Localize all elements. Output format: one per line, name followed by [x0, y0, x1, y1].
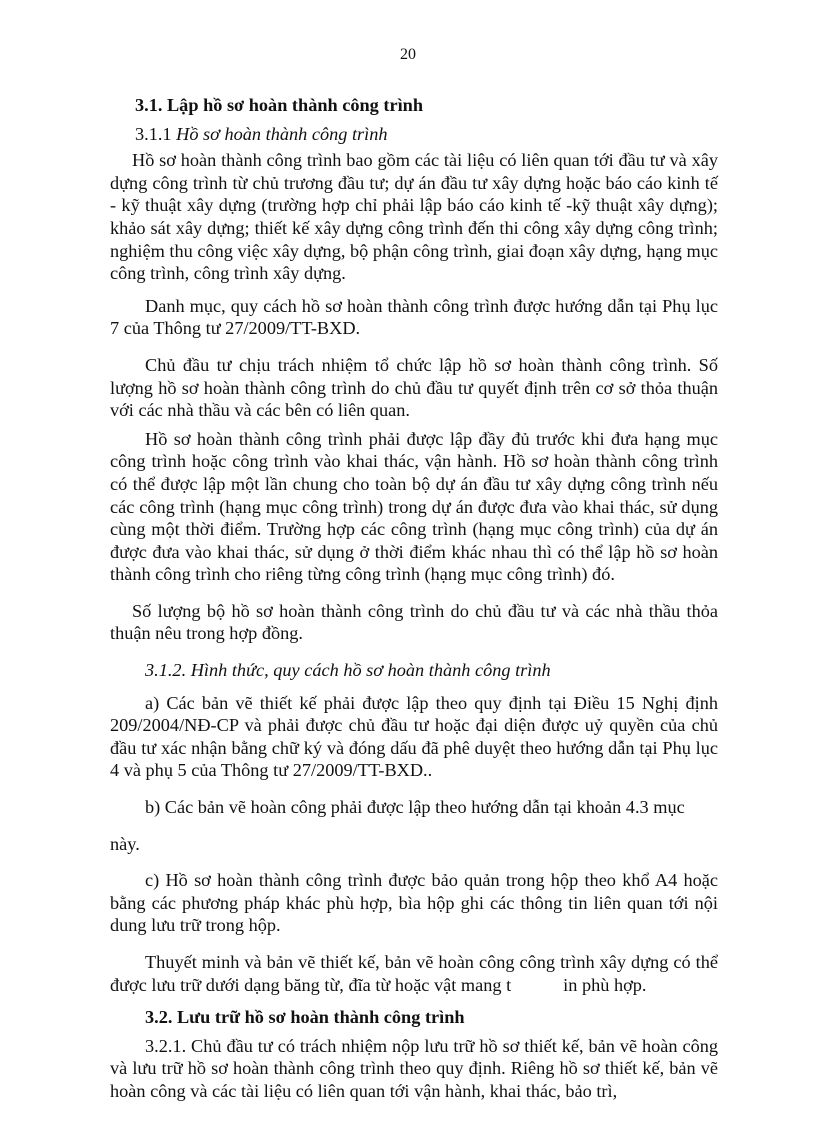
- item-a: a) Các bản vẽ thiết kế phải được lập theo quy định tại Điều 15 Nghị định 209/2004/NĐ-CP và phải được chủ đầu tư hoặc đại diện được uỷ quyền của chủ đầu tư xác nhận bằng chữ ký và đóng dấu đã phê duyệt theo hướng dẫn tại Phụ lục 4 và phụ 5 của Thông tư 27/2009/TT-BXD..: [110, 692, 718, 781]
- page-content: [110, 94, 718, 1103]
- paragraph-responsibility: Chủ đầu tư chịu trách nhiệm tổ chức lập hồ sơ hoàn thành công trình. Số lượng hồ sơ hoàn thành công trình do chủ đầu tư quyết định trên cơ sở thỏa thuận với các nhà thầu và các bên có liên quan.: [110, 354, 718, 421]
- paragraph-quantity: Số lượng bộ hồ sơ hoàn thành công trình do chủ đầu tư và các nhà thầu thỏa thuận nêu trong hợp đồng.: [110, 600, 718, 644]
- paragraph-catalog: Danh mục, quy cách hồ sơ hoàn thành công trình được hướng dẫn tại Phụ lục 7 của Thông tư 27/2009/TT-BXD.: [110, 295, 718, 339]
- section-heading-3-2: 3.2. Lưu trữ hồ sơ hoàn thành công trình: [145, 1007, 465, 1028]
- storage-media-text-start: Thuyết minh và bản vẽ thiết kế, bản vẽ hoàn công công trình xây dựng có thể được lưu trữ dưới dạng băng từ, đĩa từ hoặc vật mang t: [110, 952, 718, 995]
- page-number: 20: [400, 46, 416, 63]
- storage-media-text-end: in phù hợp.: [563, 974, 647, 995]
- section-heading-3-1: 3.1. Lập hồ sơ hoàn thành công trình: [135, 95, 423, 115]
- paragraph-3-2-1: 3.2.1. Chủ đầu tư có trách nhiệm nộp lưu trữ hồ sơ thiết kế, bản vẽ hoàn công và lưu trữ hồ sơ hoàn thành công trình theo quy định. Riêng hồ sơ thiết kế, bản vẽ hoàn công và các tài liệu có liên quan tới vận hành, khai thác, bảo trì,: [110, 1035, 718, 1101]
- paragraph-storage-media: [110, 951, 718, 996]
- subsection-number: 3.1.1: [135, 123, 177, 144]
- item-b-line2: này.: [110, 833, 140, 854]
- subsection-title: Hồ sơ hoàn thành công trình: [176, 123, 388, 144]
- item-c: c) Hồ sơ hoàn thành công trình được bảo quản trong hộp theo khổ A4 hoặc bằng các phương pháp khác phù hợp, bìa hộp ghi các thông tin liên quan tới nội dung lưu trữ trong hộp.: [110, 870, 718, 936]
- paragraph-timing: Hồ sơ hoàn thành công trình phải được lập đầy đủ trước khi đưa hạng mục công trình hoặc công trình vào khai thác, vận hành. Hồ sơ hoàn thành công trình có thể được lập một lần chung cho toàn bộ dự án đầu tư xây dựng công trình nếu các công trình (hạng mục công trình) trong dự án được đưa vào khai thác, sử dụng cùng một thời điểm. Trường hợp các công trình (hạng mục công trình) của dự án được đưa vào khai thác, sử dụng ở thời điểm khác nhau thì có thể lập hồ sơ hoàn thành công trình cho riêng từng công trình (hạng mục công trình) đó.: [110, 428, 718, 585]
- subsection-heading-3-1-1: [110, 123, 718, 146]
- subsection-heading-3-1-2: 3.1.2. Hình thức, quy cách hồ sơ hoàn thành công trình: [145, 660, 551, 681]
- item-b-line1: b) Các bản vẽ hoàn công phải được lập theo hướng dẫn tại khoản 4.3 mục: [145, 797, 685, 818]
- paragraph-overview: Hồ sơ hoàn thành công trình bao gồm các tài liệu có liên quan tới đầu tư và xây dựng công trình từ chủ trương đầu tư; dự án đầu tư xây dựng hoặc báo cáo kinh tế - kỹ thuật xây dựng (trường hợp chỉ phải lập báo cáo kinh tế -kỹ thuật xây dựng); khảo sát xây dựng; thiết kế xây dựng công trình đến thi công xây dựng công trình; nghiệm thu công việc xây dựng, bộ phận công trình, giai đoạn xây dựng, hạng mục công trình, công trình xây dựng.: [110, 150, 718, 284]
